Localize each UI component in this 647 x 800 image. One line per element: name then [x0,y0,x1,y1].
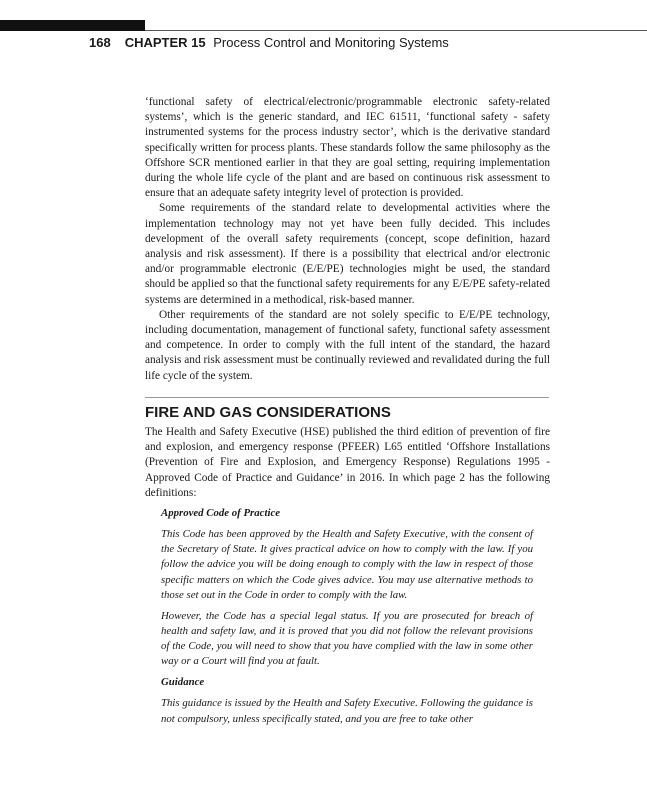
chapter-title: Process Control and Monitoring Systems [213,35,449,50]
acop-paragraph: This Code has been approved by the Health and Safety Executive, with the consent of the Secretary of State. It gives practical advice on how to comply with the law. If you follow the advice you will be doing enough to comply with the law in respect of those specific matters on which the Code gives advice. You may use alternative methods to those set out in the Code in order to comply with the law. [161,528,533,601]
guidance-title: Guidance [161,676,205,689]
guidance-paragraph: This guidance is issued by the Health and Safety Executive. Following the guidance is not compulsory, unless specifically stated, and you are free to take other [161,697,533,725]
acop-paragraph: However, the Code has a special legal status. If you are prosecuted for breach of health and safety law, and it is proved that you did not follow the relevant provisions of the Code, you will need to show that you have complied with the law in some other way or a Court will find you at fault. [161,609,533,668]
paragraph: Other requirements of the standard are not solely specific to E/E/PE technology, including documentation, management of functional safety, functional safety assessment and competence. In order to comply with the full intent of the standard, the hazard analysis and risk assessment must be continually reviewed and revalidated during the full life cycle of the system. [145,308,550,382]
page-number: 168 [89,35,111,50]
section-intro [145,425,550,501]
section-divider [145,397,549,398]
paragraph: ‘functional safety of electrical/electronic/programmable electronic safety-related systems’, which is the generic standard, and IEC 61511, ‘functional safety - safety instrumented systems for the process industry sector’, which is the derivative standard specifically written for process plants. These standards follow the same philosophy as the Offshore SCR mentioned earlier in that they are goal setting, requiring implementation during the whole life cycle of the plant and are based on continuous risk assessment to ensure that an adequate safety integrity level of protection is provided. [145,96,550,200]
paragraph: Some requirements of the standard relate to developmental activities where the implementation technology may not yet have been fully decided. This includes development of the overall safety requirements (concept, scope definition, hazard analysis and risk assessment). If there is a possibility that electrical and/or electronic and/or programmable electronic (E/E/PE) technologies might be used, the standard should be applied so that the functional safety requirements for any E/E/PE safety-related systems are determined in a methodical, risk-based manner. [145,202,550,306]
body-text [145,95,550,384]
paragraph: The Health and Safety Executive (HSE) published the third edition of prevention of fire and explosion, and emergency response (PFEER) L65 entitled ‘Offshore Installations (Prevention of Fire and Explosion, and Emergency Response) Regulations 1995 - Approved Code of Practice and Guidance’ in 2016. In which page 2 has the following definitions: [145,426,550,499]
running-header [89,35,449,50]
header-bar [0,20,145,31]
section-heading: FIRE AND GAS CONSIDERATIONS [145,404,391,421]
quoted-definitions [161,506,533,733]
header-rule [145,30,647,31]
acop-title: Approved Code of Practice [161,507,281,519]
chapter-label: CHAPTER 15 [124,35,206,50]
